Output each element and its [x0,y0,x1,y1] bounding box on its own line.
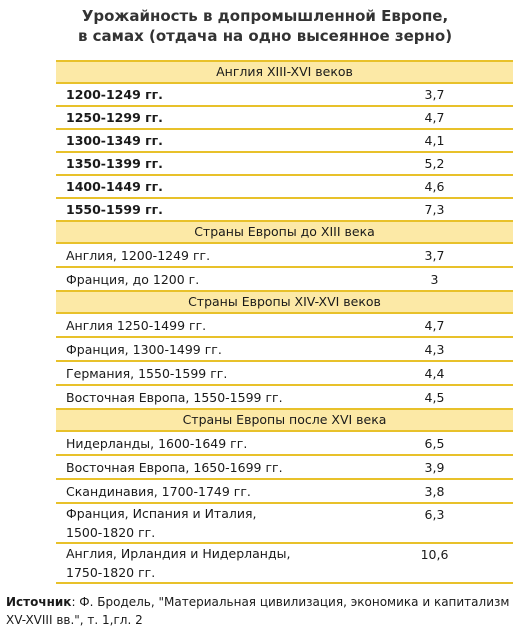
table-row [56,386,513,410]
row-value: 4,7 [424,110,445,125]
section-header: Страны Европы до XIII века [56,222,513,244]
row-label: Франция, 1300-1499 гг. [66,341,222,357]
row-label: Восточная Европа, 1550-1599 гг. [66,389,283,405]
row-label: Восточная Европа, 1650-1699 гг. [66,459,283,475]
table-row [56,153,513,176]
table-row [56,84,513,107]
section-header: Англия XIII-XVI веков [56,62,513,84]
row-label: 1200-1249 гг. [66,87,163,102]
row-label-line-1: Англия, Ирландия и Нидерланды, [66,546,291,561]
row-value: 5,2 [424,156,445,171]
row-label: Англия, 1200-1249 гг. [66,247,211,263]
table-row [56,244,513,268]
table-row [56,176,513,199]
row-value: 3,8 [424,483,445,499]
row-label: 1550-1599 гг. [66,202,163,217]
row-value: 4,1 [424,133,445,148]
table-row [56,338,513,362]
table-row [56,362,513,386]
row-value: 4,3 [424,341,445,357]
row-label: Германия, 1550-1599 гг. [66,365,228,381]
yield-table [56,60,513,584]
row-value: 6,3 [424,507,445,522]
row-value: 4,4 [424,365,445,381]
row-label: Нидерланды, 1600-1649 гг. [66,435,248,451]
source-note [6,593,530,629]
row-label: Скандинавия, 1700-1749 гг. [66,483,251,499]
row-value: 4,7 [424,317,445,333]
page-title [0,6,530,46]
source-text: : Ф. Бродель, "Материальная цивилизация, экономика и капитализм [71,595,510,609]
row-value: 3,7 [424,87,445,102]
table-row [56,432,513,456]
table-row [56,268,513,292]
row-value: 4,6 [424,179,445,194]
row-value: 3,9 [424,459,445,475]
row-label-line-1: Франция, Испания и Италия, [66,506,257,521]
row-label [56,504,356,542]
source-label: Источник [6,595,72,609]
table-row [56,480,513,504]
title-line-1: Урожайность в допромышленной Европе, [81,7,449,25]
row-value: 3,7 [424,247,445,263]
table-row [56,314,513,338]
row-value: 7,3 [424,202,445,217]
table-row [56,130,513,153]
row-value: 4,5 [424,389,445,405]
source-line-1 [6,593,530,611]
row-label: 1350-1399 гг. [66,156,163,171]
title-line-2: в самах (отдача на одно высеянное зерно) [77,27,453,45]
row-label-line-2: 1750-1820 гг. [66,565,156,580]
section-header: Страны Европы после XVI века [56,410,513,432]
table-row [56,199,513,222]
table-row [56,456,513,480]
row-value: 10,6 [420,547,449,562]
row-label: 1400-1449 гг. [66,179,163,194]
row-label: 1250-1299 гг. [66,110,163,125]
table-row [56,107,513,130]
table-row [56,544,513,584]
row-label: Англия 1250-1499 гг. [66,317,207,333]
row-label: 1300-1349 гг. [66,133,163,148]
row-label-line-2: 1500-1820 гг. [66,525,156,540]
row-label [56,544,356,582]
section-header: Страны Европы XIV-XVI веков [56,292,513,314]
row-value: 3 [430,271,439,287]
source-line-2: XV-XVIII вв.", т. 1,гл. 2 [6,613,143,627]
row-label: Франция, до 1200 г. [66,271,200,287]
table-row [56,504,513,544]
row-value: 6,5 [424,435,445,451]
